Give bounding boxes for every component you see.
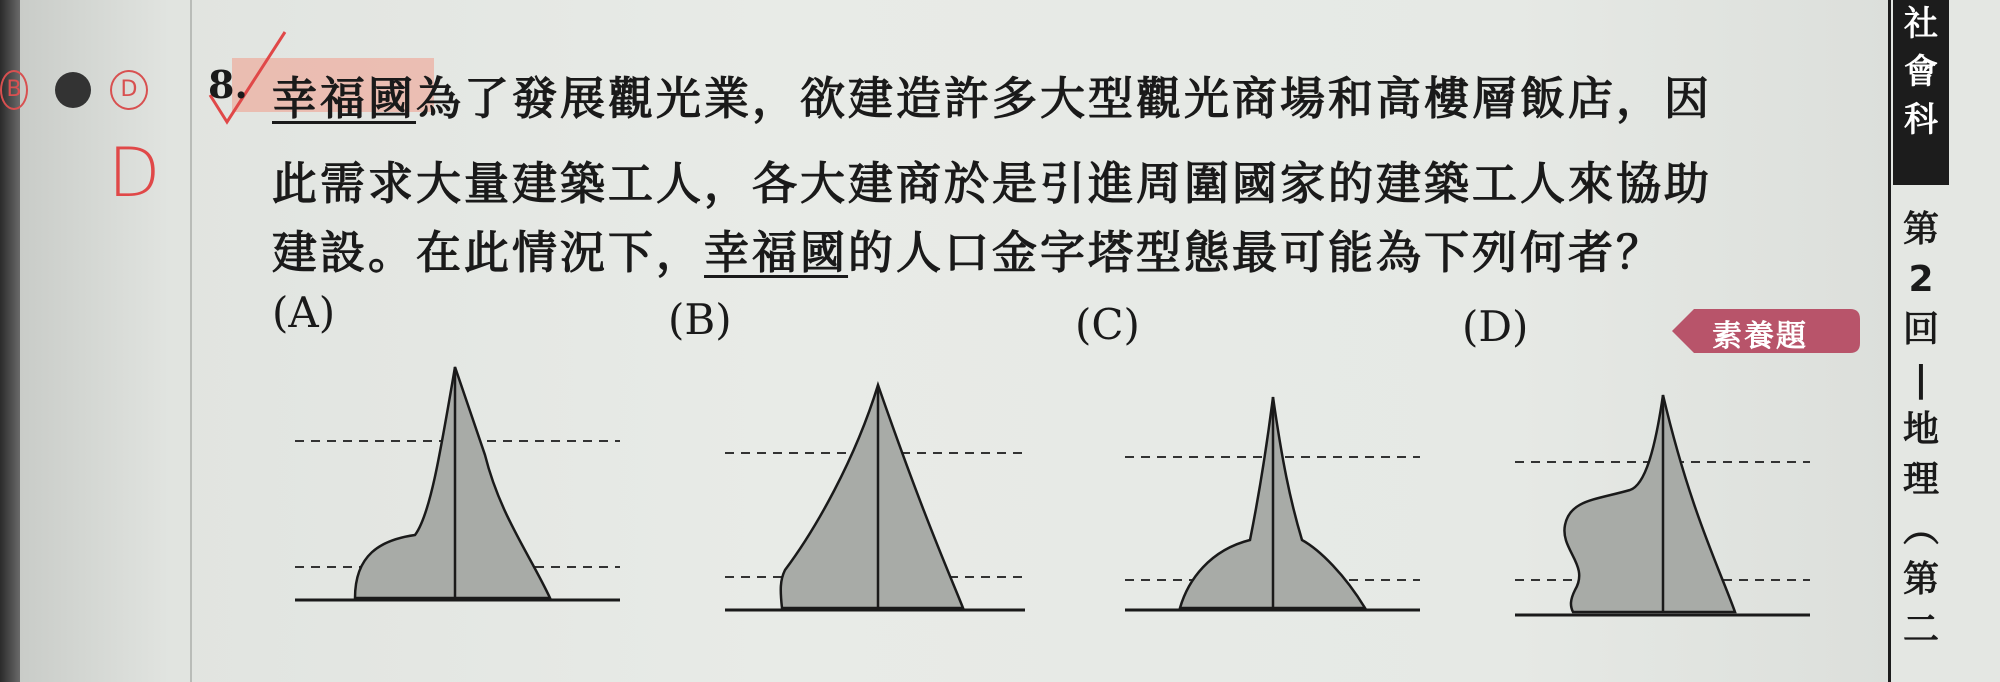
- question-text-segment: 為了發展觀光業，欲建造許多大型觀光商場和高樓層飯店，因: [416, 72, 1713, 125]
- side-section-char: 2: [1908, 259, 1934, 300]
- side-section-char: 理: [1902, 459, 1939, 500]
- handwritten-answer: D: [108, 134, 161, 213]
- answer-bubble-d: D: [110, 70, 148, 110]
- answer-bubble-b: B: [0, 70, 28, 110]
- side-tab-subject: [1893, 0, 1949, 144]
- option-d-label: (D): [1462, 302, 1529, 351]
- question-text-segment: 的人口金字塔型態最可能為下列何者？: [848, 226, 1665, 279]
- option-c-label: (C): [1075, 300, 1140, 349]
- answer-bubble-filled: [55, 72, 91, 108]
- pyramid-a-diagram: [290, 355, 630, 615]
- page-margin-line: [190, 0, 192, 682]
- question-text-segment: 此需求大量建築工人，各大建商於是引進周圍國家的建築工人來協助: [272, 157, 1713, 210]
- question-text-segment: 建設。在此情況下，: [272, 226, 705, 279]
- side-section-char: 第: [1902, 209, 1939, 250]
- side-section-char: 地: [1902, 409, 1939, 450]
- side-section-char: 回: [1902, 309, 1939, 350]
- pyramid-b-diagram: [725, 380, 1045, 620]
- option-a-label: (A): [272, 288, 336, 337]
- question-number: 8.: [208, 62, 248, 107]
- underlined-country-name: 幸福國: [272, 72, 417, 125]
- pyramid-c-diagram: [1120, 390, 1440, 625]
- option-b-label: (B): [668, 295, 732, 344]
- question-line-2: [272, 147, 1712, 212]
- side-subject-char: 科: [1904, 100, 1938, 140]
- question-line-3: [272, 216, 1664, 281]
- underlined-country-name: 幸福國: [704, 226, 849, 279]
- competency-badge-label: 素養題: [1712, 319, 1808, 354]
- side-subject-char: 會: [1904, 52, 1938, 92]
- side-section-char: ︵: [1902, 509, 1939, 550]
- side-tab-section: [1893, 205, 1949, 655]
- side-section-char: |: [1914, 359, 1928, 400]
- side-section-char: 二: [1902, 609, 1939, 650]
- pyramid-d-diagram: [1505, 390, 1825, 630]
- side-section-char: 第: [1902, 559, 1939, 600]
- question-line-1: [272, 62, 1712, 127]
- side-subject-char: 社: [1904, 4, 1938, 44]
